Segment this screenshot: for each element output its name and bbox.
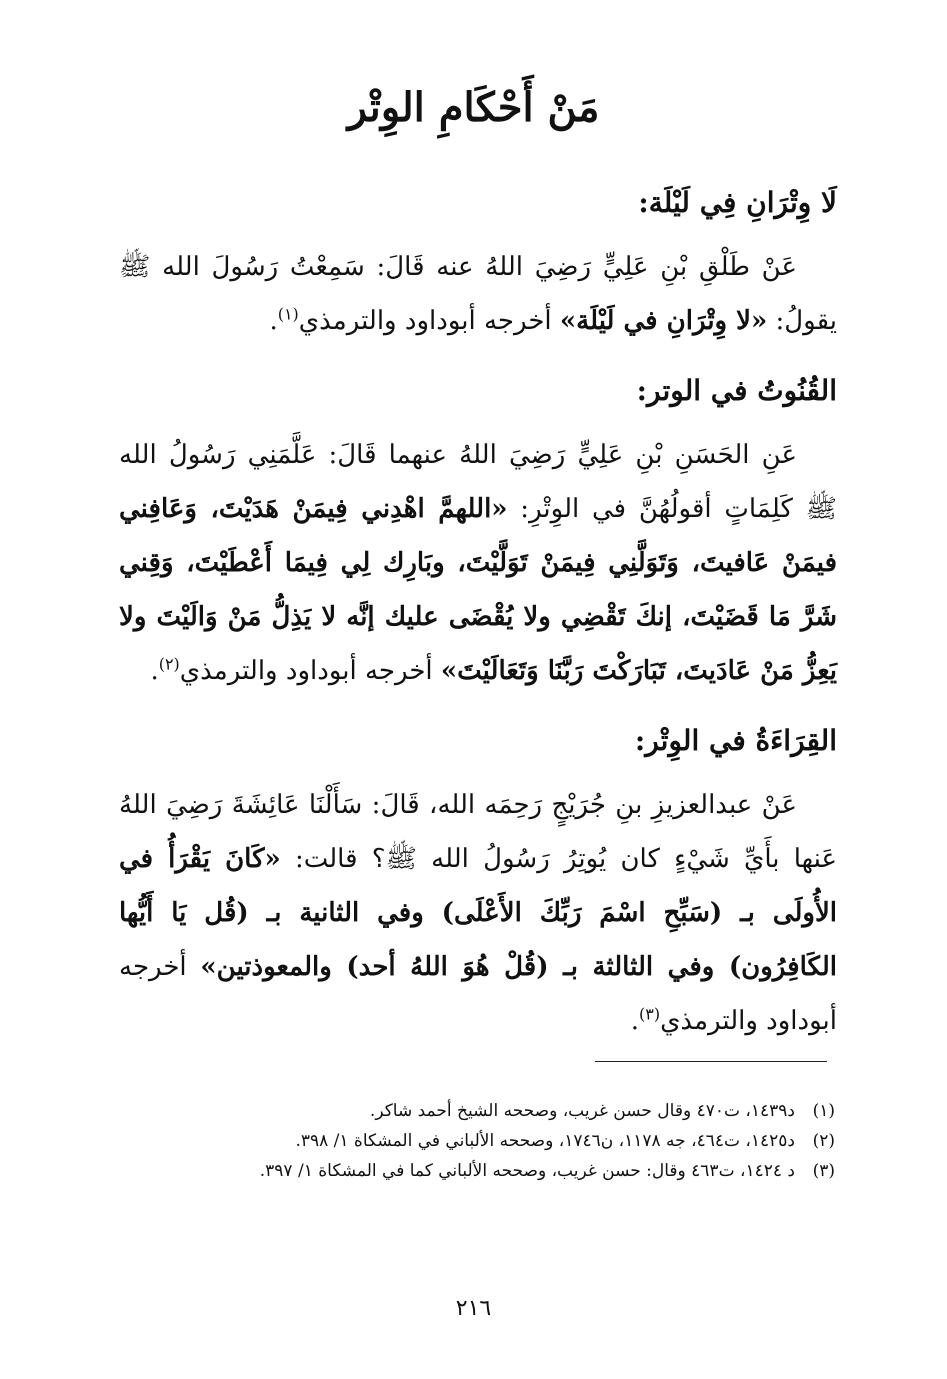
footnote-text: د١٤٣٩، ت٤٧٠ وقال حسن غريب، وصححه الشيخ أحمد شاكر. [369, 1101, 795, 1121]
narration-intro: عَنْ عبدالعزيزِ بنِ جُرَيْجٍ رَحِمَه الله، قَالَ: سَأَلْنَا عَائِشَةَ رَضِيَ اللهُ عَنها بأَيِّ شَيْءٍ كان يُوتِرُ رَسُولُ الله ﷺ؟ قالت: [119, 790, 837, 874]
section-three [119, 710, 837, 1048]
footnote-reference: (٣) [638, 1004, 661, 1024]
section-paragraph [119, 240, 837, 348]
narration-intro: عَنْ طَلْقِ بْنِ عَلِيٍّ رَضِيَ اللهُ عنه قَالَ: سَمِعْتُ رَسُولَ الله ﷺ يقولُ: [119, 252, 837, 336]
footnote-item [105, 1126, 835, 1156]
main-content [119, 172, 837, 1060]
footnote-text: د ١٤٢٤، ت٤٦٣ وقال: حسن غريب، وصححه الألباني كما في المشكاة ١/ ٣٩٧. [259, 1161, 795, 1181]
footnote-number: (٣) [812, 1161, 835, 1181]
footnote-number: (٢) [812, 1131, 835, 1151]
footnote-number: (١) [812, 1101, 835, 1121]
section-heading: القِرَاءَةُ في الوِتْر: [634, 724, 837, 757]
sentence-end: . [150, 656, 159, 686]
footnote-separator [595, 1061, 827, 1062]
footnote-reference: (١) [277, 304, 299, 324]
page-number: ٢١٦ [455, 1296, 492, 1321]
section-heading: القُنُوتُ في الوتر: [636, 374, 837, 407]
hadith-text: «لا وِتْرَانِ في لَيْلَة» [559, 306, 768, 336]
section-two [119, 360, 837, 698]
footnote-text: د١٤٢٥، ت٤٦٤، جه ١١٧٨، ن١٧٤٦، وصححه الألباني في المشكاة ١/ ٣٩٨. [295, 1131, 795, 1151]
footnote-item [105, 1096, 835, 1126]
hadith-text: «كَانَ يَقْرَأُ في الأُولَى بـ (سَبِّحِ اسْمَ رَبِّكَ الأَعْلَى) وفي الثانية بـ (قُل يَا أَيُّها الكَافِرُون) وفي الثالثة بـ (قُلْ هُوَ اللهُ أحد) والمعوذتين» [119, 844, 837, 982]
source-text: أخرجه أبوداود والترمذي [298, 306, 560, 336]
page-title: مَنْ أَحْكَامِ الوِتْر [347, 84, 600, 131]
narration-intro: عَنِ الحَسَنِ بْنِ عَلِيٍّ رَضِيَ اللهُ عنهما قَالَ: عَلَّمَنِي رَسُولُ الله ﷺ كَلِمَاتٍ أقولُهُنَّ في الوِتْرِ: [119, 440, 837, 524]
footnote-item [105, 1156, 835, 1186]
section-paragraph [119, 778, 837, 1048]
footnote-reference: (٢) [158, 654, 180, 674]
sentence-end: . [630, 1006, 639, 1036]
footnotes [105, 1096, 835, 1186]
sentence-end: . [269, 306, 278, 336]
hadith-text: «اللهمَّ اهْدِني فِيمَنْ هَدَيْتَ، وَعَافِني فيمَنْ عَافيتَ، وَتَوَلَّنِي فِيمَنْ تَوَلَّيْتَ، وبَارِك لِي فِيمَا أَعْطَيْتَ، وَقِني شَرَّ مَا قَضَيْتَ، إنكَ تَقْضِي ولا يُقْضَى عليك إنَّه لا يَذِلُّ مَنْ وَالَيْتَ ولا يَعِزُّ مَنْ عَادَيتَ، تَبَارَكْتَ رَبَّنَا وَتَعَالَيْتَ» [119, 494, 837, 686]
section-one [119, 172, 837, 348]
section-paragraph [119, 428, 837, 698]
source-text: أخرجه أبوداود والترمذي [119, 952, 837, 1036]
section-heading: لَا وِتْرَانِ فِي لَيْلَة: [638, 186, 837, 219]
source-text: أخرجه أبوداود والترمذي [179, 656, 441, 686]
